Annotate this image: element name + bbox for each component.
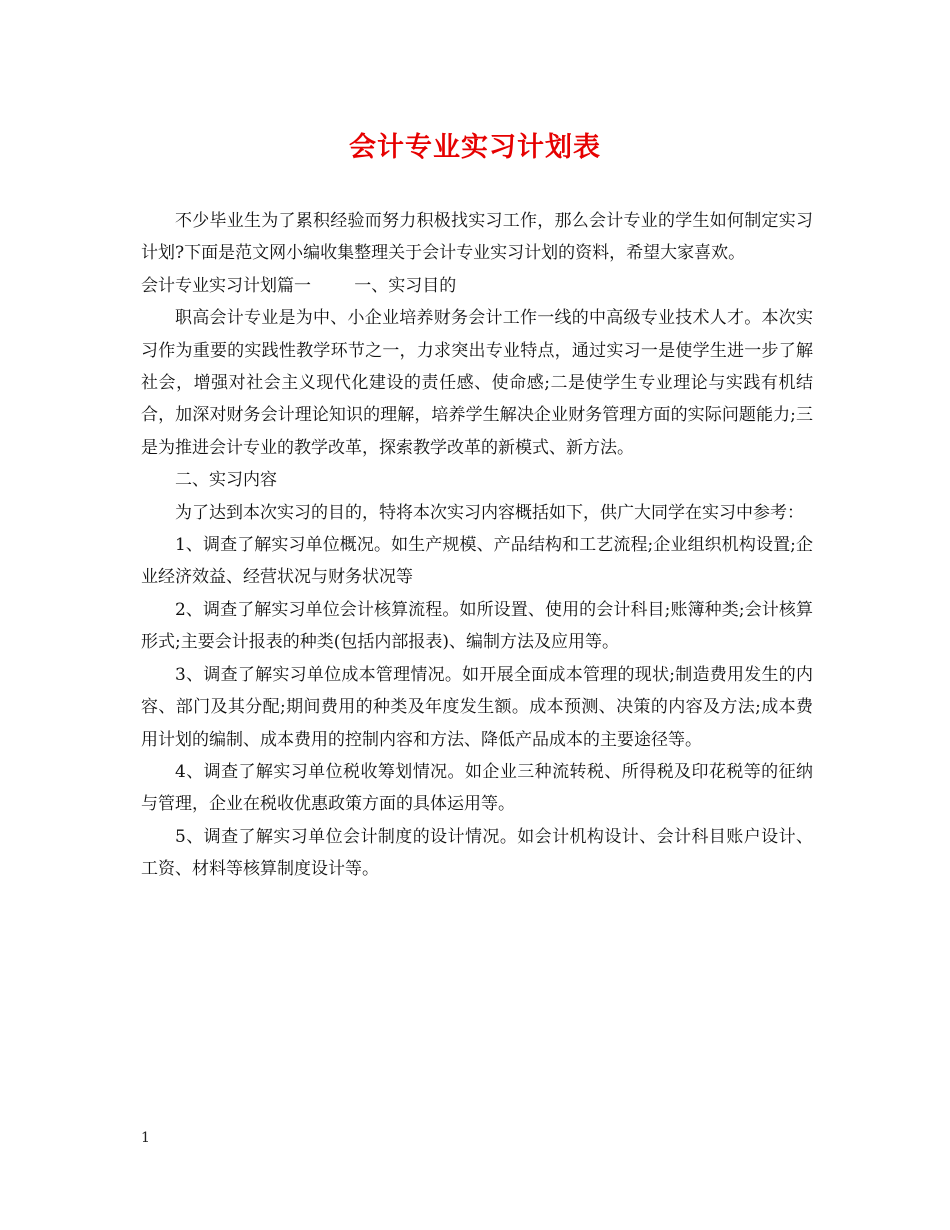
content-heading: 二、实习内容 (175, 470, 277, 491)
content-item: 3、调查了解实习单位成本管理情况。如开展全面成本管理的现状;制造费用发生的内容、部门及其分配;期间费用的种类及年度发生额。成本预测、决策的内容及方法;成本费用计划的编制、成本费用的控制内容和方法、降低产品成本的主要途径等。 (141, 664, 813, 750)
document-body (141, 205, 813, 886)
purpose-paragraph: 职高会计专业是为中、小企业培养财务会计工作一线的中高级专业技术人才。本次实习作为重要的实践性教学环节之一，力求突出专业特点，通过实习一是使学生进一步了解社会，增强对社会主义现代化建设的责任感、使命感;二是使学生专业理论与实践有机结合，加深对财务会计理论知识的理解，培养学生解决企业财务管理方面的实际问题能力;三是为推进会计专业的教学改革，探索教学改革的新模式、新方法。 (141, 308, 813, 458)
content-intro-paragraph: 为了达到本次实习的目的，特将本次实习内容概括如下，供广大同学在实习中参考： (175, 502, 804, 523)
document-title: 会计专业实习计划表 (349, 132, 601, 163)
section-heading: 会计专业实习计划篇一 一、实习目的 (141, 275, 457, 296)
content-item: 5、调查了解实习单位会计制度的设计情况。如会计机构设计、会计科目账户设计、工资、材料等核算制度设计等。 (141, 826, 813, 880)
page-number: 1 (141, 1130, 150, 1146)
content-item: 2、调查了解实习单位会计核算流程。如所设置、使用的会计科目;账簿种类;会计核算形式;主要会计报表的种类(包括内部报表)、编制方法及应用等。 (141, 599, 813, 653)
intro-paragraph: 不少毕业生为了累积经验而努力积极找实习工作，那么会计专业的学生如何制定实习计划?下面是范文网小编收集整理关于会计专业实习计划的资料，希望大家喜欢。 (141, 211, 813, 264)
content-item: 4、调查了解实习单位税收筹划情况。如企业三种流转税、所得税及印花税等的征纳与管理，企业在税收优惠政策方面的具体运用等。 (141, 761, 813, 815)
content-item: 1、调查了解实习单位概况。如生产规模、产品结构和工艺流程;企业组织机构设置;企业经济效益、经营状况与财务状况等 (141, 535, 813, 588)
